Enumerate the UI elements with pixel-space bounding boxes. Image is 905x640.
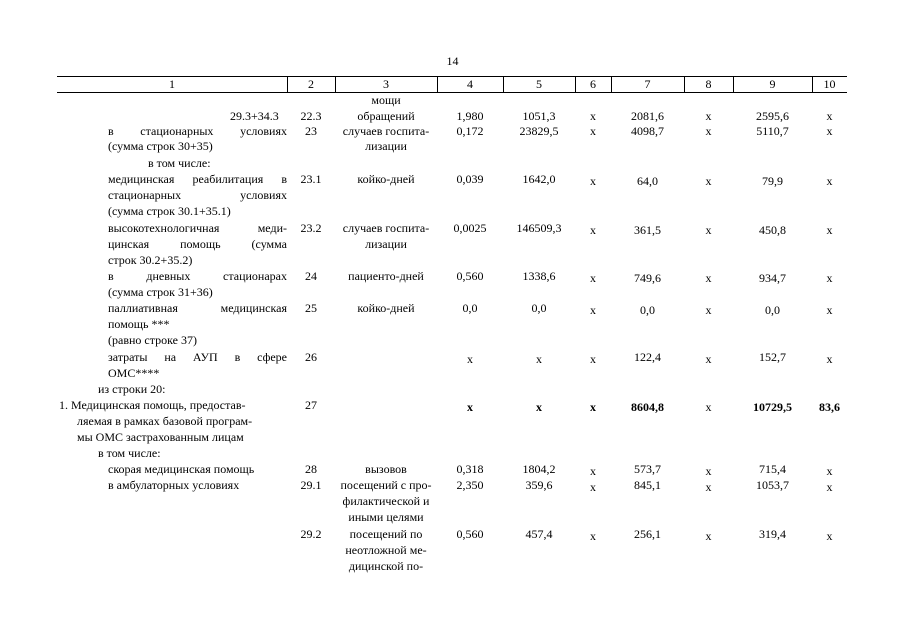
cell-col-10: 83,6 — [819, 400, 840, 414]
cell-unit-cont: неотложной ме- — [345, 543, 427, 557]
cell-row-number: 25 — [305, 301, 317, 315]
cell-col-10: х — [826, 352, 833, 366]
cell-col-6: х — [590, 124, 596, 138]
cell-unit-cont: дицинской по- — [348, 559, 424, 573]
cell-col-8: х — [705, 352, 712, 366]
cell-col-5: 23829,5 — [519, 124, 559, 138]
cell-col-10: х — [826, 271, 833, 285]
cell-col-4: 0,560 — [456, 269, 484, 283]
cell-name-cont: строк 30.2+35.2) — [108, 253, 193, 267]
cell-col-10: х — [826, 109, 833, 123]
cell-col-8: х — [705, 174, 712, 188]
cell-col-4: 0,172 — [456, 124, 484, 138]
cell-name: 29.3+34.3 — [230, 109, 279, 123]
cell-col-9: 1053,7 — [756, 478, 789, 492]
cell-col-9: 79,9 — [762, 174, 783, 188]
cell-col-5: 1804,2 — [522, 462, 556, 476]
cell-col-8: х — [705, 529, 712, 543]
cell-unit: койко-дней — [357, 301, 415, 315]
cell-col-5: 1051,3 — [522, 109, 556, 123]
cell-col-9: 715,4 — [759, 462, 786, 476]
cell-col-4: 0,560 — [456, 527, 484, 541]
cell-col-8: х — [705, 480, 712, 494]
cell-col-4: 0,0025 — [453, 221, 487, 235]
header-col-1: 1 — [169, 77, 175, 91]
cell-name: 1. Медицинская помощь, предостав- — [59, 398, 246, 412]
cell-unit: койко-дней — [357, 172, 415, 186]
cell-col-7: 64,0 — [637, 174, 658, 188]
cell-col-10: х — [826, 124, 833, 138]
table-header-row — [57, 76, 847, 93]
cell-col-6: х — [590, 480, 596, 494]
cell-name-cont: помощь *** — [108, 317, 170, 331]
cell-col-5: х — [536, 400, 542, 414]
cell-col-7: 845,1 — [634, 478, 661, 492]
header-col-2: 2 — [308, 77, 314, 91]
cell-col-4: 0,039 — [456, 172, 484, 186]
cell-col-4: 1,980 — [456, 109, 484, 123]
cell-name: в дневных стационарах — [108, 269, 287, 283]
cell-col-7: 361,5 — [634, 223, 661, 237]
cell-unit-cont: филактической и — [342, 494, 430, 508]
header-col-7: 7 — [644, 77, 651, 91]
cell-row-number: 29.2 — [300, 527, 322, 541]
cell-col-7: 256,1 — [634, 527, 661, 541]
cell-col-10: х — [826, 480, 833, 494]
cell-unit: случаев госпита- — [342, 124, 430, 138]
cell-col-4: х — [467, 400, 473, 414]
cell-name-cont: цинская помощь (сумма — [108, 237, 287, 251]
cell-col-6: х — [590, 223, 596, 237]
cell-col-5: 0,0 — [531, 301, 547, 315]
cell-col-10: х — [826, 303, 833, 317]
cell-col-7: 0,0 — [640, 303, 655, 317]
cell-name: медицинская реабилитация в — [108, 172, 287, 186]
cell-col-10: х — [826, 529, 833, 543]
cell-col-5: 359,6 — [525, 478, 553, 492]
cell-col-9: 0,0 — [765, 303, 780, 317]
header-col-4: 4 — [467, 77, 473, 91]
cell-name: в стационарных условиях — [108, 124, 287, 138]
cell-unit-cont: лизации — [365, 237, 407, 251]
cell-name-cont: (сумма строк 30+35) — [108, 139, 213, 153]
cell-name-cont: (сумма строк 30.1+35.1) — [108, 204, 231, 218]
header-col-8: 8 — [705, 77, 712, 91]
cell-name-cont: ОМС**** — [108, 366, 160, 380]
cell-name: скорая медицинская помощь — [108, 462, 255, 476]
cell-row-number: 26 — [305, 350, 317, 364]
cell-col-6: х — [590, 352, 596, 366]
cell-col-8: х — [705, 303, 712, 317]
cell-col-4: х — [467, 352, 473, 366]
cell-row-number: 29.1 — [300, 478, 322, 492]
cell-col-7: 573,7 — [634, 462, 661, 476]
cell-col-5: 146509,3 — [516, 221, 562, 235]
cell-col-5: 457,4 — [525, 527, 553, 541]
cell-col-8: х — [705, 400, 712, 414]
cell-col-6: х — [590, 400, 596, 414]
header-col-3: 3 — [383, 77, 389, 91]
cell-col-10: х — [826, 174, 833, 188]
cell-col-9: 2595,6 — [756, 109, 789, 123]
cell-row-number: 24 — [305, 269, 317, 283]
header-col-5: 5 — [536, 77, 542, 91]
cell-unit: посещений по — [349, 527, 423, 541]
cell-col-10: х — [826, 223, 833, 237]
cell-col-6: х — [590, 464, 596, 478]
header-col-9: 9 — [769, 77, 776, 91]
cell-col-9: 319,4 — [759, 527, 786, 541]
cell-col-7: 749,6 — [634, 271, 661, 285]
cell-col-8: х — [705, 124, 712, 138]
cell-col-9: 5110,7 — [756, 124, 789, 138]
cell-col-8: х — [705, 464, 712, 478]
cell-name: высокотехнологичная меди- — [108, 221, 287, 235]
cell-col-6: х — [590, 174, 596, 188]
cell-col-6: х — [590, 303, 596, 317]
cell-row-number: 23 — [305, 124, 317, 138]
cell-col-4: 0,0 — [462, 301, 478, 315]
cell-col-9: 450,8 — [759, 223, 786, 237]
cell-row-number: 22.3 — [300, 109, 322, 123]
cell-unit: пациенто-дней — [348, 269, 424, 283]
cell-col-9: 934,7 — [759, 271, 786, 285]
cell-subheading: в том числе: — [148, 156, 211, 170]
cell-row-number: 23.2 — [300, 221, 322, 235]
cell-unit-cont: иными целями — [348, 510, 424, 524]
cell-name: в амбулаторных условиях — [108, 478, 240, 492]
cell-row-number: 27 — [305, 398, 317, 412]
cell-subheading: в том числе: — [98, 446, 161, 460]
cell-col-7: 2081,6 — [631, 109, 664, 123]
cell-row-number: 23.1 — [300, 172, 322, 186]
cell-name: паллиативная медицинская — [108, 301, 287, 315]
cell-col-8: х — [705, 109, 712, 123]
cell-name-cont: стационарных условиях — [108, 188, 287, 202]
cell-name-cont: (сумма строк 31+36) — [108, 285, 213, 299]
header-col-10: 10 — [823, 77, 836, 91]
cell-col-9: 152,7 — [759, 350, 786, 364]
cell-col-5: х — [536, 352, 542, 366]
cell-col-6: х — [590, 271, 596, 285]
cell-unit: случаев госпита- — [342, 221, 430, 235]
cell-unit: вызовов — [365, 462, 407, 476]
cell-col-5: 1642,0 — [522, 172, 556, 186]
cell-unit: мощи — [371, 93, 401, 107]
cell-col-4: 0,318 — [456, 462, 484, 476]
cell-col-6: х — [590, 109, 596, 123]
cell-col-5: 1338,6 — [522, 269, 556, 283]
header-col-6: 6 — [590, 77, 596, 91]
cell-name: затраты на АУП в сфере — [108, 350, 287, 364]
cell-col-4: 2,350 — [456, 478, 484, 492]
cell-name-cont: мы ОМС застрахованным лицам — [77, 430, 244, 444]
cell-col-8: х — [705, 223, 712, 237]
cell-col-9: 10729,5 — [753, 400, 792, 414]
cell-subheading: из строки 20: — [98, 382, 166, 396]
cell-col-7: 122,4 — [634, 350, 661, 364]
cell-unit: обращений — [357, 109, 415, 123]
cell-col-10: х — [826, 464, 833, 478]
cell-col-7: 8604,8 — [631, 400, 664, 414]
cell-col-7: 4098,7 — [631, 124, 664, 138]
cell-name-cont: ляемая в рамках базовой програм- — [77, 414, 253, 428]
cell-col-6: х — [590, 529, 596, 543]
page-number: 14 — [446, 54, 459, 68]
cell-unit-cont: лизации — [365, 139, 407, 153]
cell-col-8: х — [705, 271, 712, 285]
cell-row-number: 28 — [305, 462, 317, 476]
cell-name-cont: (равно строке 37) — [108, 333, 197, 347]
cell-unit: посещений с про- — [340, 478, 432, 492]
